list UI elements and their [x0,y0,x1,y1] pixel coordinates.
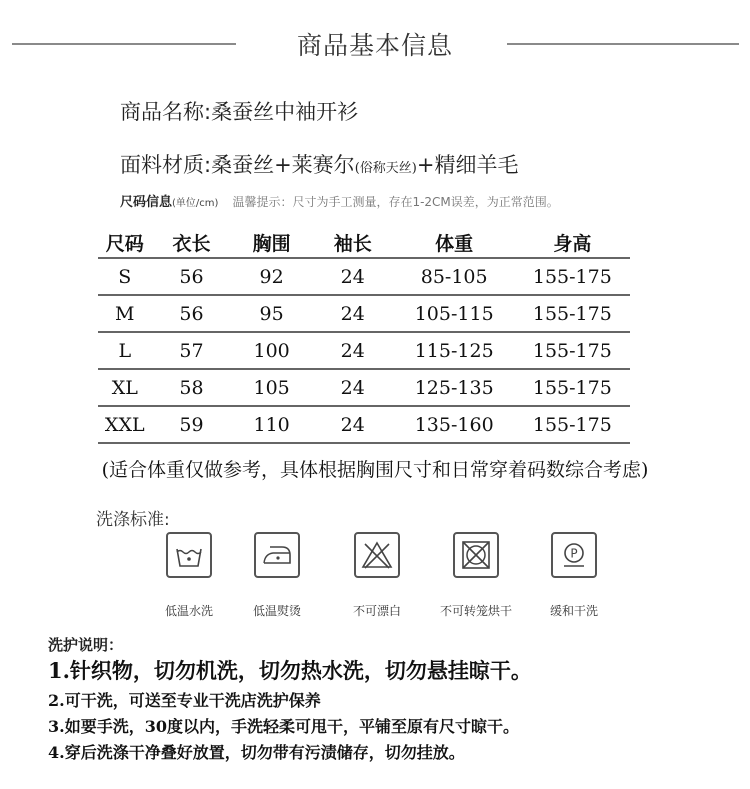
low-temp-wash-icon [166,532,212,578]
cell-chest: 95 [231,295,311,332]
care-item-1: 1.针织物，切勿机洗，切勿热水洗，切勿悬挂晾干。 [48,658,532,683]
cell-weight: 105-115 [394,295,515,332]
fabric-value-note: (俗称天丝) [354,161,417,176]
size-info-unit: (单位/cm) [172,198,219,209]
cell-sleeve: 24 [312,332,394,369]
wash-label-no-bleach: 不可漂白 [352,604,401,618]
size-info-label: 尺码信息 [120,195,173,210]
header-height: 身高 [515,228,630,258]
cell-height: 155-175 [515,295,630,332]
care-title: 洗护说明： [48,636,124,654]
cell-length: 56 [152,295,232,332]
care-item-4: 4.穿后洗涤干净叠好放置，切勿带有污渍储存，切勿挂放。 [48,743,465,762]
table-row [98,295,630,332]
size-info-note [120,191,559,210]
cell-sleeve: 24 [312,406,394,443]
fabric-value-extra: +精细羊毛 [416,153,519,177]
cell-size: XL [98,369,152,406]
header-chest: 胸围 [231,228,311,258]
cell-chest: 105 [231,369,311,406]
cell-chest: 110 [231,406,311,443]
product-name-label: 商品名称: [120,100,212,124]
table-row [98,258,630,295]
product-name-line [120,96,358,126]
cell-height: 155-175 [515,406,630,443]
low-temp-iron-icon [254,532,300,578]
cell-weight: 135-160 [394,406,515,443]
cell-sleeve: 24 [312,295,394,332]
cell-sleeve: 24 [312,258,394,295]
cell-size: S [98,258,152,295]
cell-chest: 92 [231,258,311,295]
cell-height: 155-175 [515,258,630,295]
care-item-3: 3.如要手洗，30度以内，手洗轻柔可甩干，平铺至原有尺寸晾干。 [48,717,519,736]
fabric-value-main: 桑蚕丝+莱赛尔 [211,153,355,177]
cell-length: 56 [152,258,232,295]
wash-label-low-temp-iron: 低温熨烫 [252,604,301,618]
cell-weight: 85-105 [394,258,515,295]
cell-weight: 115-125 [394,332,515,369]
cell-size: L [98,332,152,369]
cell-length: 58 [152,369,232,406]
header-sleeve: 袖长 [312,228,394,258]
cell-height: 155-175 [515,369,630,406]
product-name-value: 桑蚕丝中袖开衫 [211,100,359,124]
svg-text:P: P [570,546,578,561]
size-table-header-row [98,228,630,258]
size-remark: (适合体重仅做参考，具体根据胸围尺寸和日常穿着码数综合考虑) [101,459,649,481]
wash-label-gentle-dry-clean: 缓和干洗 [549,604,598,618]
cell-weight: 125-135 [394,369,515,406]
cell-height: 155-175 [515,332,630,369]
page-title: 商品基本信息 [296,31,453,60]
cell-size: XXL [98,406,152,443]
no-bleach-icon [354,532,400,578]
wash-label-low-temp-wash: 低温水洗 [164,604,213,618]
table-row [98,369,630,406]
table-row [98,332,630,369]
fabric-label: 面料材质: [120,153,212,177]
header-weight: 体重 [394,228,515,258]
header-size: 尺码 [98,228,152,258]
cell-sleeve: 24 [312,369,394,406]
size-table [98,228,630,444]
no-tumble-dry-icon [453,532,499,578]
care-item-2: 2.可干洗，可送至专业干洗店洗护保养 [48,691,321,710]
header-length: 衣长 [152,228,232,258]
cell-size: M [98,295,152,332]
size-info-tip: 温馨提示：尺寸为手工测量，存在1-2CM误差，为正常范围。 [232,195,559,209]
table-row [98,406,630,443]
cell-length: 57 [152,332,232,369]
cell-chest: 100 [231,332,311,369]
fabric-line [120,149,518,179]
gentle-dry-clean-icon [551,532,597,578]
wash-title: 洗涤标准: [96,510,170,530]
wash-label-no-tumble-dry: 不可转笼烘干 [439,604,512,618]
cell-length: 59 [152,406,232,443]
header-rule-right [507,43,739,45]
